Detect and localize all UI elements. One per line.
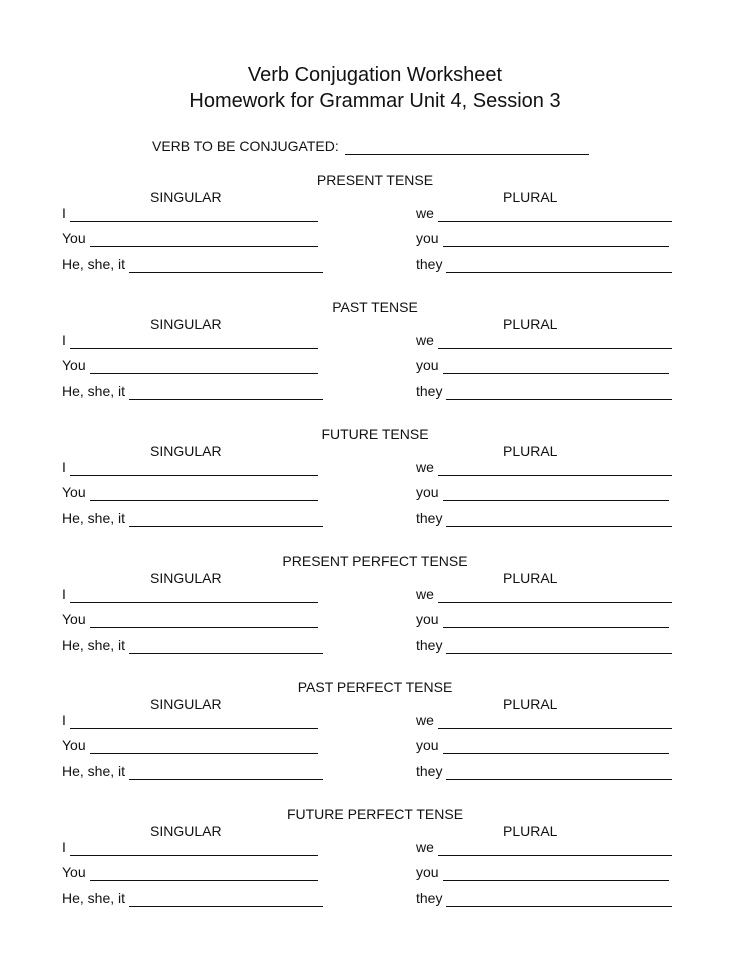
answer-blank[interactable] xyxy=(129,259,323,273)
singular-row xyxy=(62,611,318,628)
pronoun-label: we xyxy=(416,839,434,855)
pronoun-label: You xyxy=(62,357,86,373)
plural-header: PLURAL xyxy=(503,696,558,712)
tense-section xyxy=(0,172,750,298)
singular-row xyxy=(62,890,323,907)
singular-row xyxy=(62,459,318,476)
pronoun-label: we xyxy=(416,459,434,475)
pronoun-label: we xyxy=(416,332,434,348)
answer-blank[interactable] xyxy=(438,715,672,729)
pronoun-label: You xyxy=(62,864,86,880)
plural-header: PLURAL xyxy=(503,189,558,205)
plural-header: PLURAL xyxy=(503,316,558,332)
pronoun-label: He, she, it xyxy=(62,256,126,272)
tense-section xyxy=(0,553,750,679)
tense-title: FUTURE PERFECT TENSE xyxy=(286,806,464,822)
plural-row xyxy=(416,586,672,603)
pronoun-label: I xyxy=(62,205,66,221)
plural-row xyxy=(416,510,672,527)
pronoun-label: I xyxy=(62,459,66,475)
singular-row xyxy=(62,230,318,247)
tense-section xyxy=(0,299,750,425)
pronoun-label: you xyxy=(416,357,439,373)
pronoun-label: we xyxy=(416,205,434,221)
pronoun-label: You xyxy=(62,737,86,753)
pronoun-label: You xyxy=(62,484,86,500)
answer-blank[interactable] xyxy=(443,360,669,374)
answer-blank[interactable] xyxy=(129,386,323,400)
pronoun-label: I xyxy=(62,332,66,348)
pronoun-label: they xyxy=(416,637,443,653)
answer-blank[interactable] xyxy=(70,715,318,729)
pronoun-label: you xyxy=(416,864,439,880)
singular-row xyxy=(62,484,318,501)
answer-blank[interactable] xyxy=(90,487,318,501)
answer-blank[interactable] xyxy=(446,386,672,400)
singular-row xyxy=(62,839,318,856)
plural-row xyxy=(416,611,669,628)
tense-title: FUTURE TENSE xyxy=(321,426,429,442)
singular-row xyxy=(62,510,323,527)
answer-blank[interactable] xyxy=(438,335,672,349)
answer-blank[interactable] xyxy=(443,487,669,501)
worksheet-title: Verb Conjugation Worksheet xyxy=(247,64,503,86)
answer-blank[interactable] xyxy=(90,614,318,628)
tense-section xyxy=(0,806,750,932)
singular-row xyxy=(62,737,318,754)
pronoun-label: I xyxy=(62,712,66,728)
pronoun-label: I xyxy=(62,586,66,602)
singular-header: SINGULAR xyxy=(150,570,222,586)
pronoun-label: you xyxy=(416,611,439,627)
tense-section xyxy=(0,679,750,805)
tense-title: PRESENT PERFECT TENSE xyxy=(282,553,468,569)
pronoun-label: You xyxy=(62,230,86,246)
plural-row xyxy=(416,205,672,222)
pronoun-label: I xyxy=(62,839,66,855)
verb-prompt-row xyxy=(152,137,589,155)
pronoun-label: He, she, it xyxy=(62,510,126,526)
pronoun-label: we xyxy=(416,586,434,602)
pronoun-label: He, she, it xyxy=(62,890,126,906)
answer-blank[interactable] xyxy=(129,640,323,654)
pronoun-label: You xyxy=(62,611,86,627)
singular-row xyxy=(62,586,318,603)
singular-row xyxy=(62,712,318,729)
answer-blank[interactable] xyxy=(443,740,669,754)
answer-blank[interactable] xyxy=(70,335,318,349)
singular-header: SINGULAR xyxy=(150,823,222,839)
plural-row xyxy=(416,484,669,501)
plural-header: PLURAL xyxy=(503,570,558,586)
singular-row xyxy=(62,637,323,654)
answer-blank[interactable] xyxy=(70,462,318,476)
answer-blank[interactable] xyxy=(446,640,672,654)
answer-blank[interactable] xyxy=(443,233,669,247)
singular-header: SINGULAR xyxy=(150,443,222,459)
answer-blank[interactable] xyxy=(438,842,672,856)
pronoun-label: you xyxy=(416,230,439,246)
singular-row xyxy=(62,357,318,374)
plural-row xyxy=(416,383,672,400)
pronoun-label: they xyxy=(416,510,443,526)
singular-row xyxy=(62,864,318,881)
plural-row xyxy=(416,737,669,754)
answer-blank[interactable] xyxy=(70,589,318,603)
tense-title: PAST TENSE xyxy=(332,299,418,315)
pronoun-label: He, she, it xyxy=(62,637,126,653)
singular-row xyxy=(62,256,323,273)
pronoun-label: we xyxy=(416,712,434,728)
answer-blank[interactable] xyxy=(443,614,669,628)
plural-row xyxy=(416,864,669,881)
worksheet-subtitle: Homework for Grammar Unit 4, Session 3 xyxy=(189,90,561,112)
tense-title: PRESENT TENSE xyxy=(316,172,434,188)
verb-answer-blank[interactable] xyxy=(345,140,589,155)
plural-row xyxy=(416,763,672,780)
pronoun-label: you xyxy=(416,484,439,500)
answer-blank[interactable] xyxy=(70,208,318,222)
plural-row xyxy=(416,712,672,729)
singular-row xyxy=(62,332,318,349)
tense-section xyxy=(0,426,750,552)
answer-blank[interactable] xyxy=(438,462,672,476)
answer-blank[interactable] xyxy=(443,867,669,881)
pronoun-label: He, she, it xyxy=(62,383,126,399)
answer-blank[interactable] xyxy=(90,740,318,754)
answer-blank[interactable] xyxy=(129,766,323,780)
pronoun-label: He, she, it xyxy=(62,763,126,779)
singular-row xyxy=(62,205,318,222)
singular-header: SINGULAR xyxy=(150,189,222,205)
answer-blank[interactable] xyxy=(90,867,318,881)
pronoun-label: they xyxy=(416,383,443,399)
pronoun-label: you xyxy=(416,737,439,753)
answer-blank[interactable] xyxy=(446,513,672,527)
answer-blank[interactable] xyxy=(446,259,672,273)
plural-row xyxy=(416,332,672,349)
plural-row xyxy=(416,256,672,273)
plural-row xyxy=(416,637,672,654)
pronoun-label: they xyxy=(416,763,443,779)
pronoun-label: they xyxy=(416,890,443,906)
plural-row xyxy=(416,839,672,856)
answer-blank[interactable] xyxy=(129,893,323,907)
answer-blank[interactable] xyxy=(438,589,672,603)
answer-blank[interactable] xyxy=(446,766,672,780)
answer-blank[interactable] xyxy=(90,360,318,374)
plural-row xyxy=(416,230,669,247)
singular-row xyxy=(62,383,323,400)
plural-row xyxy=(416,459,672,476)
tense-title: PAST PERFECT TENSE xyxy=(297,679,453,695)
pronoun-label: they xyxy=(416,256,443,272)
plural-row xyxy=(416,357,669,374)
plural-row xyxy=(416,890,672,907)
answer-blank[interactable] xyxy=(90,233,318,247)
plural-header: PLURAL xyxy=(503,443,558,459)
answer-blank[interactable] xyxy=(129,513,323,527)
verb-prompt-label: VERB TO BE CONJUGATED: xyxy=(152,138,339,154)
plural-header: PLURAL xyxy=(503,823,558,839)
singular-header: SINGULAR xyxy=(150,316,222,332)
singular-header: SINGULAR xyxy=(150,696,222,712)
answer-blank[interactable] xyxy=(70,842,318,856)
answer-blank[interactable] xyxy=(446,893,672,907)
singular-row xyxy=(62,763,323,780)
answer-blank[interactable] xyxy=(438,208,672,222)
